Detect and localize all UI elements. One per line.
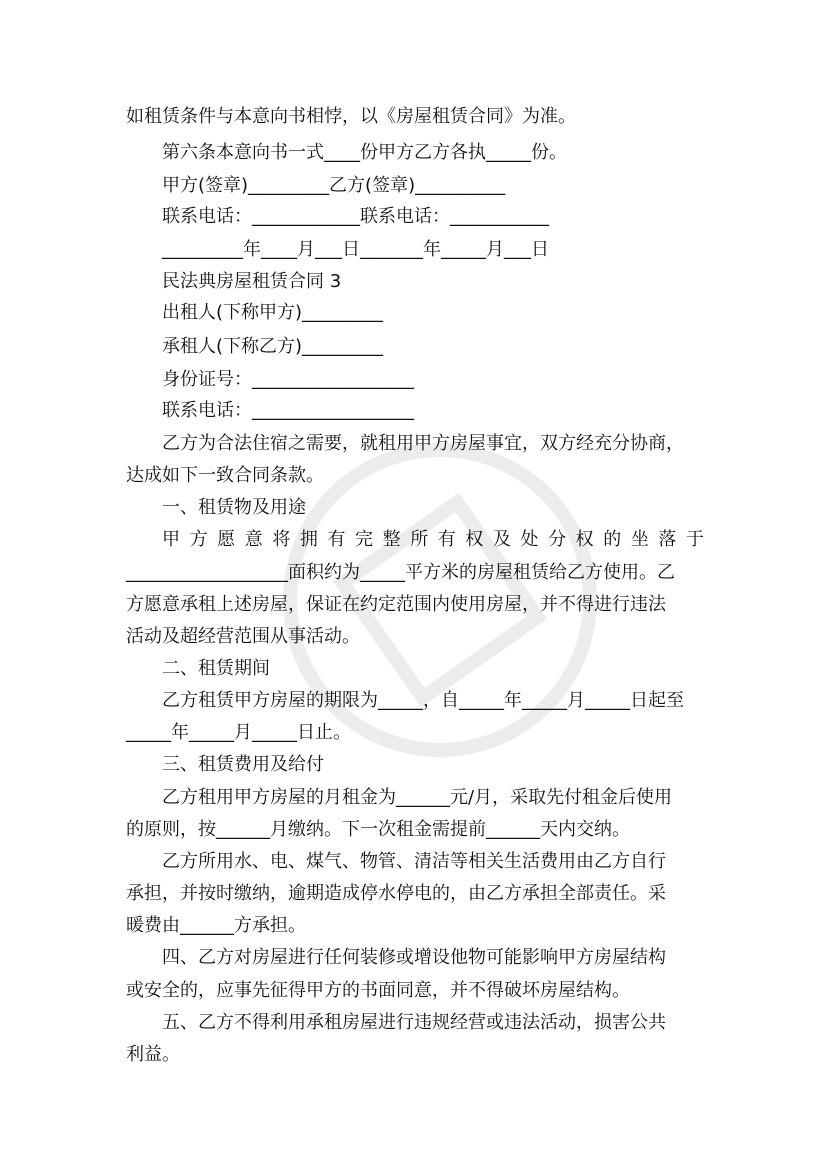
text-line: 联系电话：__________________ xyxy=(162,400,414,421)
text-line: 暖费由______方承担。 xyxy=(126,915,306,936)
text-line: 如租赁条件与本意向书相悖，以《房屋租赁合同》为准。 xyxy=(126,106,576,127)
text-line: 甲方愿意将拥有完整所有权及处分权的坐落于 xyxy=(162,529,704,550)
text-line: 联系电话：____________联系电话：___________ xyxy=(162,206,549,227)
text-line: 承担，并按时缴纳，逾期造成停水停电的，由乙方承担全部责任。采 xyxy=(126,883,666,904)
text-line: 活动及超经营范围从事活动。 xyxy=(126,626,360,647)
text-line: 承租人(下称乙方)_________ xyxy=(162,336,384,357)
text-line: 身份证号：__________________ xyxy=(162,369,414,390)
text-line: 利益。 xyxy=(126,1044,180,1065)
text-line: 的原则，按______月缴纳。下一次租金需提前______天内交纳。 xyxy=(126,819,630,840)
text-line: 乙方租赁甲方房屋的期限为_____，自_____年_____月_____日起至 xyxy=(162,690,684,711)
text-line: 乙方所用水、电、煤气、物管、清洁等相关生活费用由乙方自行 xyxy=(162,851,666,872)
text-line: 乙方租用甲方房屋的月租金为______元/月，采取先付租金后使用 xyxy=(162,787,673,808)
section-title: 民法典房屋租赁合同 3 xyxy=(162,271,342,292)
text-line: 达成如下一致合同条款。 xyxy=(126,465,324,486)
text-line: 第六条本意向书一式____份甲方乙方各执_____份。 xyxy=(162,142,567,163)
text-line: 乙方为合法住宿之需要，就租用甲方房屋事宜，双方经充分协商， xyxy=(162,433,684,454)
text-line: _________年____月___日_______年_____月___日 xyxy=(162,239,549,260)
text-line: 甲方(签章)_________乙方(签章)__________ xyxy=(162,175,506,196)
section-heading: 二、租赁期间 xyxy=(162,658,270,679)
text-line: 出租人(下称甲方)_________ xyxy=(162,302,384,323)
text-line: _____年_____月_____日止。 xyxy=(126,722,351,743)
section-heading: 四、乙方对房屋进行任何装修或增设他物可能影响甲方房屋结构 xyxy=(162,947,666,968)
text-line: 方愿意承租上述房屋，保证在约定范围内使用房屋，并不得进行违法 xyxy=(126,594,666,615)
section-heading: 五、乙方不得利用承租房屋进行违规经营或违法活动，损害公共 xyxy=(162,1012,666,1033)
section-heading: 三、租赁费用及给付 xyxy=(162,754,324,775)
text-line: 或安全的，应事先征得甲方的书面同意，并不得破坏房屋结构。 xyxy=(126,980,630,1001)
section-heading: 一、租赁物及用途 xyxy=(162,497,306,518)
text-line: __________________面积约为_____平方米的房屋租赁给乙方使用。乙 xyxy=(126,562,675,583)
